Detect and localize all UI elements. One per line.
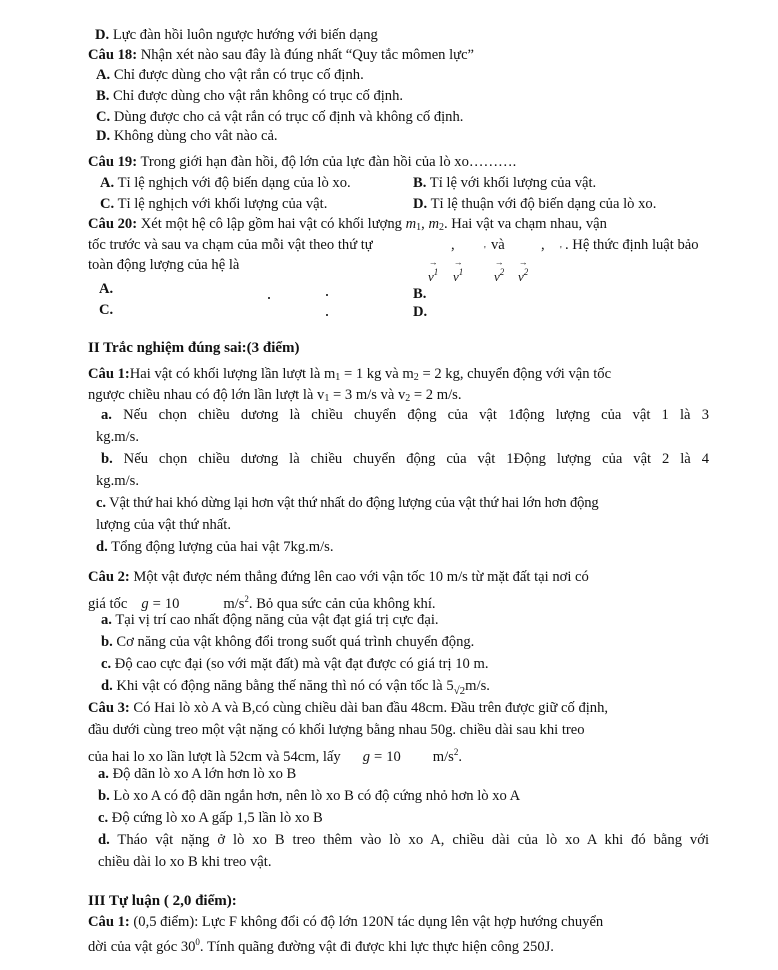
question-label: Câu 20:: [88, 216, 138, 232]
formula-dot: [268, 297, 270, 299]
s2-question-1: [88, 365, 611, 387]
q20-option-b: B.: [413, 286, 427, 302]
q20-option-c: C.: [99, 302, 114, 318]
arrow-icon: →: [518, 257, 528, 267]
mass-symbol: m: [405, 216, 417, 232]
vector-symbol: v: [453, 269, 459, 284]
superscript: 0: [195, 937, 200, 947]
s2-q2-statement-b: [101, 633, 474, 651]
option-label: C.: [100, 196, 115, 212]
question-text: giá tốc: [88, 596, 128, 612]
mass-index: 2: [438, 222, 444, 233]
statement-label: d.: [98, 832, 110, 848]
sqrt-expression: √2: [453, 685, 466, 697]
statement-text: Lò xo A có độ dãn ngắn hơn, nên lò xo B có độ cứng nhỏ hơn lò xo A: [109, 788, 521, 804]
question-text: = 3 m/s và v: [329, 387, 406, 403]
statement-text: Vật thứ hai khó dừng lại hơn vật thứ nhất do động lượng của vật thứ hai lớn hơn động: [105, 495, 599, 511]
q19-option-c: [100, 195, 327, 213]
gravity-value: 10: [386, 749, 401, 765]
superscript: 2: [453, 747, 459, 757]
statement-text: Nếu chọn chiều dương là chiều chuyển động của vật 1động lượng của vật 1 là 3: [111, 407, 709, 423]
q18-option-d: [96, 127, 278, 145]
question-label: Câu 19:: [88, 154, 138, 170]
question-text: . Tính quãng đường vật đi được khi lực thực hiện công 250J.: [199, 939, 554, 955]
s2-question-3: [88, 699, 608, 717]
question-text: ngược chiều nhau có độ lớn lần lượt là v: [88, 387, 325, 403]
question-text: dời của vật góc 30: [88, 939, 196, 955]
s2-q1-statement-a-cont: kg.m/s.: [96, 429, 139, 445]
question-label: Câu 1:: [88, 366, 130, 382]
velocity-vector: [518, 258, 528, 283]
velocity-vector: [428, 258, 438, 283]
section-3-title: III Tự luận ( 2,0 điểm):: [88, 893, 237, 909]
q20-line-2b: . Hệ thức định luật bảo: [565, 237, 699, 253]
statement-label: c.: [98, 810, 109, 826]
option-text: Tỉ lệ thuận với độ biến dạng của lò xo.: [427, 196, 657, 212]
subscript: 1: [324, 393, 330, 404]
option-text: Tỉ lệ nghịch với độ biến dạng của lò xo.: [114, 175, 351, 191]
gravity-value: 10: [164, 596, 180, 612]
statement-text: Tại vị trí cao nhất động năng của vật đạt giá trị cực đại.: [111, 612, 439, 628]
unit: m/s.: [465, 678, 490, 694]
option-text: Chỉ được dùng cho vật rắn có trục cố định.: [110, 67, 364, 83]
comma: ,: [541, 237, 545, 253]
statement-text: Tháo vật nặng ở lò xo B treo thêm vào lò xo A, chiều dài của lò xo A khi đó bằng với: [109, 832, 709, 848]
question-text: Trong giới hạn đàn hồi, độ lớn của lực đàn hồi của lò xo……….: [137, 154, 517, 170]
velocity-vector: [494, 258, 504, 283]
statement-label: c.: [101, 656, 112, 672]
option-label: B.: [413, 175, 427, 191]
question-text: của hai lo xo lần lượt là 52cm và 54cm, lấy: [88, 749, 341, 765]
gravity-formula: [341, 748, 433, 766]
s2-q3-statement-c: [98, 809, 323, 827]
s2-q3-line-2: đầu dưới cùng treo một vật nặng có khối lượng bằng nhau 50g. chiều dài sau khi treo: [88, 722, 585, 738]
question-label: Câu 1:: [88, 914, 130, 930]
option-text: Tỉ lệ nghịch với khối lượng của vật.: [114, 196, 328, 212]
question-text: . Hai vật va chạm nhau, vận: [443, 216, 607, 232]
q20-line-3: toàn động lượng của hệ là: [88, 257, 240, 273]
g-symbol: g: [141, 596, 149, 612]
question-text: Nhận xét nào sau đây là đúng nhất “Quy tắc mômen lực”: [137, 47, 475, 63]
question-20: [88, 215, 607, 237]
s2-q1-statement-b: [101, 450, 709, 468]
s2-q3-statement-d-cont: chiều dài lo xo B khi treo vật.: [98, 854, 272, 870]
word-va: và: [491, 237, 505, 253]
question-text: = 2 kg, chuyển động với vận tốc: [418, 366, 612, 382]
question-label: Câu 18:: [88, 47, 138, 63]
statement-text: Nếu chọn chiều dương là chiều chuyển động của vật 1Động lượng của vật 2 là 4: [112, 451, 709, 467]
question-label: Câu 2:: [88, 569, 130, 585]
q18-option-c: [96, 108, 463, 126]
statement-text: Khi vật có động năng bằng thế năng thì nó có vận tốc là 5: [112, 678, 454, 694]
option-label: C.: [96, 109, 111, 125]
equals-sign: =: [152, 596, 161, 612]
statement-text: Độ cứng lò xo A gấp 1,5 lần lò xo B: [108, 810, 323, 826]
vector-index: 1: [433, 267, 439, 277]
question-18: [88, 46, 474, 64]
s3-q1-line-2: [88, 933, 554, 956]
mass-symbol: m: [428, 216, 439, 232]
option-text: Lực đàn hồi luôn ngược hướng với biến dạng: [109, 27, 378, 43]
s2-q2-line-2: [88, 590, 436, 613]
statement-label: b.: [101, 451, 113, 467]
option-label: D.: [96, 128, 111, 144]
question-text: Một vật được ném thẳng đứng lên cao với vận tốc 10 m/s từ mặt đất tại nơi có: [129, 569, 589, 585]
prime-mark: ': [484, 245, 486, 256]
comma: ,: [451, 237, 455, 253]
s2-q1-statement-c-cont: lượng của vật thứ nhất.: [96, 517, 231, 533]
unit: m/s: [432, 749, 454, 765]
unit: m/s: [223, 596, 245, 612]
subscript: 2: [413, 372, 419, 383]
q18-option-a: [96, 66, 364, 84]
option-text: Chỉ được dùng cho vật rắn không có trục cố định.: [109, 88, 404, 104]
g-symbol: g: [362, 749, 371, 765]
vector-index: 2: [499, 267, 505, 277]
question-label: Câu 3:: [88, 700, 130, 716]
separator: ,: [421, 216, 429, 232]
prime-mark: ': [560, 245, 562, 256]
statement-text: Tổng động lượng của hai vật 7kg.m/s.: [107, 539, 334, 555]
question-text: = 2 m/s.: [410, 387, 462, 403]
q18-option-b: [96, 87, 403, 105]
velocity-vector: [453, 258, 463, 283]
statement-text: Cơ năng của vật không đổi trong suốt quá trình chuyển động.: [112, 634, 475, 650]
question-19: [88, 153, 516, 171]
vector-symbol: v: [428, 269, 434, 284]
question-text: Có Hai lò xò A và B,có cùng chiều dài ban đầu 48cm. Đầu trên được giữ cố định,: [129, 700, 609, 716]
arrow-icon: →: [453, 257, 463, 267]
option-text: Tỉ lệ với khối lượng của vật.: [426, 175, 597, 191]
statement-text: Độ dãn lò xo A lớn hơn lò xo B: [108, 766, 297, 782]
subscript: 1: [335, 372, 341, 383]
vector-symbol: v: [494, 269, 500, 284]
s2-q1-statement-b-cont: kg.m/s.: [96, 473, 139, 489]
question-text: . Bỏ qua sức cản của không khí.: [248, 596, 436, 612]
statement-label: d.: [96, 539, 108, 555]
vector-symbol: v: [518, 269, 524, 284]
q19-option-d: [413, 195, 656, 213]
equals-sign: =: [374, 749, 383, 765]
option-label: D.: [95, 27, 110, 43]
s2-q1-line-2: [88, 386, 462, 408]
formula-dot: [326, 314, 328, 316]
s3-question-1: [88, 913, 603, 931]
section-2-title: II Trắc nghiệm đúng sai:(3 điểm): [88, 340, 300, 356]
s2-q2-statement-c: [101, 655, 488, 673]
statement-label: a.: [98, 766, 109, 782]
option-label: B.: [96, 88, 110, 104]
s2-q2-statement-d: [101, 677, 490, 700]
q19-option-b: [413, 174, 596, 192]
punctuation: .: [458, 749, 462, 765]
vector-index: 1: [458, 267, 464, 277]
option-label: A.: [96, 67, 111, 83]
s2-q3-line-3: [88, 743, 462, 766]
vector-index: 2: [523, 267, 529, 277]
subscript: 2: [405, 393, 411, 404]
superscript: 2: [244, 594, 249, 604]
statement-label: a.: [101, 612, 112, 628]
question-text: Xét một hệ cô lập gồm hai vật có khối lượng: [137, 216, 406, 232]
option-text: Dùng được cho cả vật rắn có trục cố định và không cố định.: [110, 109, 464, 125]
statement-label: a.: [101, 407, 112, 423]
statement-label: b.: [98, 788, 110, 804]
arrow-icon: →: [428, 257, 438, 267]
s2-q3-statement-d: [98, 831, 709, 849]
formula-dot: [326, 294, 328, 296]
question-text: = 1 kg và m: [340, 366, 414, 382]
q20-option-d: D.: [413, 304, 428, 320]
s2-q2-statement-a: [101, 611, 439, 629]
arrow-icon: →: [494, 257, 504, 267]
prev-option-d: [95, 26, 378, 44]
s2-q3-statement-a: [98, 765, 296, 783]
s2-q3-statement-b: [98, 787, 520, 805]
question-text: Hai vật có khối lượng lần lượt là m: [129, 366, 336, 382]
mass-index: 1: [416, 222, 422, 233]
q20-option-a: A.: [99, 281, 114, 297]
question-text: (0,5 điểm): Lực F không đổi có độ lớn 120N tác dụng lên vật hợp hướng chuyển: [129, 914, 604, 930]
statement-label: d.: [101, 678, 113, 694]
statement-text: Độ cao cực đại (so với mặt đất) mà vật đạt được có giá trị 10 m.: [111, 656, 489, 672]
s2-q1-statement-d: [96, 538, 334, 556]
s2-question-2: [88, 568, 589, 586]
q20-line-2a: tốc trước và sau va chạm của mỗi vật theo thứ tự: [88, 237, 373, 253]
statement-label: c.: [96, 495, 106, 511]
option-label: D.: [413, 196, 428, 212]
s2-q1-statement-a: [101, 406, 709, 424]
option-label: A.: [100, 175, 115, 191]
statement-label: b.: [101, 634, 113, 650]
s2-q1-statement-c: [96, 494, 599, 512]
option-text: Không dùng cho vât nào cả.: [110, 128, 278, 144]
q19-option-a: [100, 174, 351, 192]
